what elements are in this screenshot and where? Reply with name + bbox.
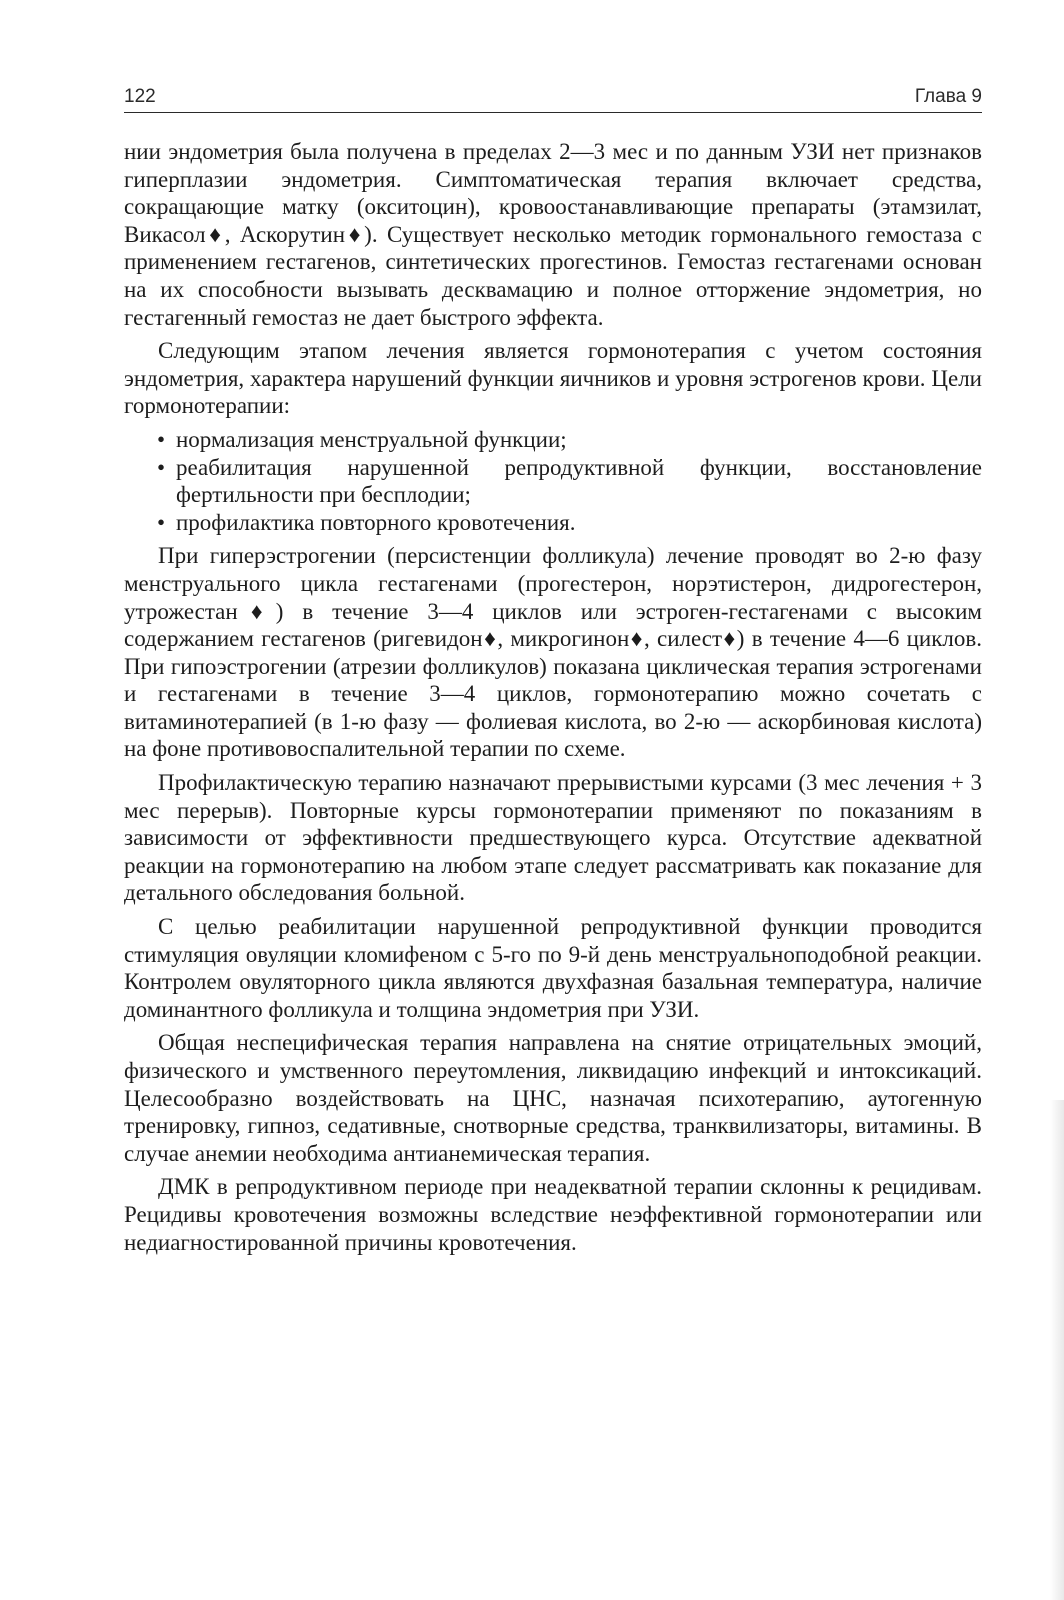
paragraph-prophylaxis: Профилактическую терапию назначают прерывистыми курсами (3 мес лечения + 3 мес перерыв). Повторные курсы гормонотерапии применяют по показаниям в зависимости от эффективности предшествующего курса. Отсутствие адекватной реакции на гормонотерапию на любом этапе следует рассматривать как показание для детального обследования больной. (124, 770, 982, 906)
paragraph-hyperestrogenism: При гиперэстрогении (персистенции фолликула) лечение проводят во 2-ю фазу менструального цикла гестагенами (прогестерон, норэтистерон, дидрогестерон, утрожестан♦) в течение 3—4 циклов или эстроген-гестагенами с высоким содержанием гестагенов (ригевидон♦, микрогинон♦, силест♦) в течение 4—6 циклов. При гипоэстрогении (атрезии фолликулов) показана циклическая терапия эстрогенами и гестагенами в течение 3—4 циклов, гормонотерапию можно сочетать с витаминотерапией (в 1-ю фазу — фолиевая кислота, во 2-ю — аскорбиновая кислота) на фоне противовоспалительной терапии по схеме. (124, 543, 982, 762)
page-number: 122 (124, 86, 156, 107)
list-item-text: профилактика повторного кровотечения. (176, 509, 576, 535)
paragraph-relapses: ДМК в репродуктивном периоде при неадекватной терапии склонны к рецидивам. Рецидивы кровотечения возможны вследствие неэффективной гормонотерапии или недиагностированной причины кровотечения. (124, 1174, 982, 1255)
list-item (124, 454, 982, 509)
chapter-title: Глава 9 (914, 86, 982, 107)
list-item (124, 426, 982, 454)
paragraph-continued: нии эндометрия была получена в пределах 2—3 мес и по данным УЗИ нет признаков гиперплазии эндометрия. Симптоматическая терапия включает средства, сокращающие матку (окситоцин), кровоостанавливающие препараты (этамзилат, Викасол♦, Аскорутин♦). Существует несколько методик гормонального гемостаза с применением гестагенов, синтетических прогестинов. Гемостаз гестагенами основан на их способности вызывать десквамацию и полное отторжение эндометрия, но гестагенный гемостаз не дает быстрого эффекта. (124, 139, 982, 330)
bullet-icon: • (157, 426, 166, 452)
body-text (124, 138, 982, 1256)
paragraph-nonspecific-therapy: Общая неспецифическая терапия направлена на снятие отрицательных эмоций, физического и умственного переутомления, ликвидацию инфекций и интоксикаций. Целесообразно воздействовать на ЦНС, назначая психотерапию, аутогенную тренировку, гипноз, седативные, снотворные средства, транквилизаторы, витамины. В случае анемии необходима антианемическая терапия. (124, 1030, 982, 1166)
book-page (124, 86, 982, 1262)
list-item-text: нормализация менструальной функции; (176, 426, 567, 452)
bullet-icon: • (157, 454, 166, 480)
bullet-icon: • (157, 509, 166, 535)
paragraph-therapy-goals: Следующим этапом лечения является гормонотерапия с учетом состояния эндометрия, характера нарушений функции яичников и уровня эстрогенов крови. Цели гормонотерапии: (124, 338, 982, 419)
page-edge-shadow (1050, 1100, 1064, 1600)
goals-list (124, 426, 982, 536)
list-item (124, 509, 982, 537)
list-item-text: реабилитация нарушенной репродуктивной функции, восстановление фертильности при бесплодии; (176, 454, 982, 508)
running-head (124, 86, 982, 113)
paragraph-ovulation-stimulation: С целью реабилитации нарушенной репродуктивной функции проводится стимуляция овуляции кломифеном с 5-го по 9-й день менструальноподобной реакции. Контролем овуляторного цикла являются двухфазная базальная температура, наличие доминантного фолликула и толщина эндометрия при УЗИ. (124, 914, 982, 1022)
